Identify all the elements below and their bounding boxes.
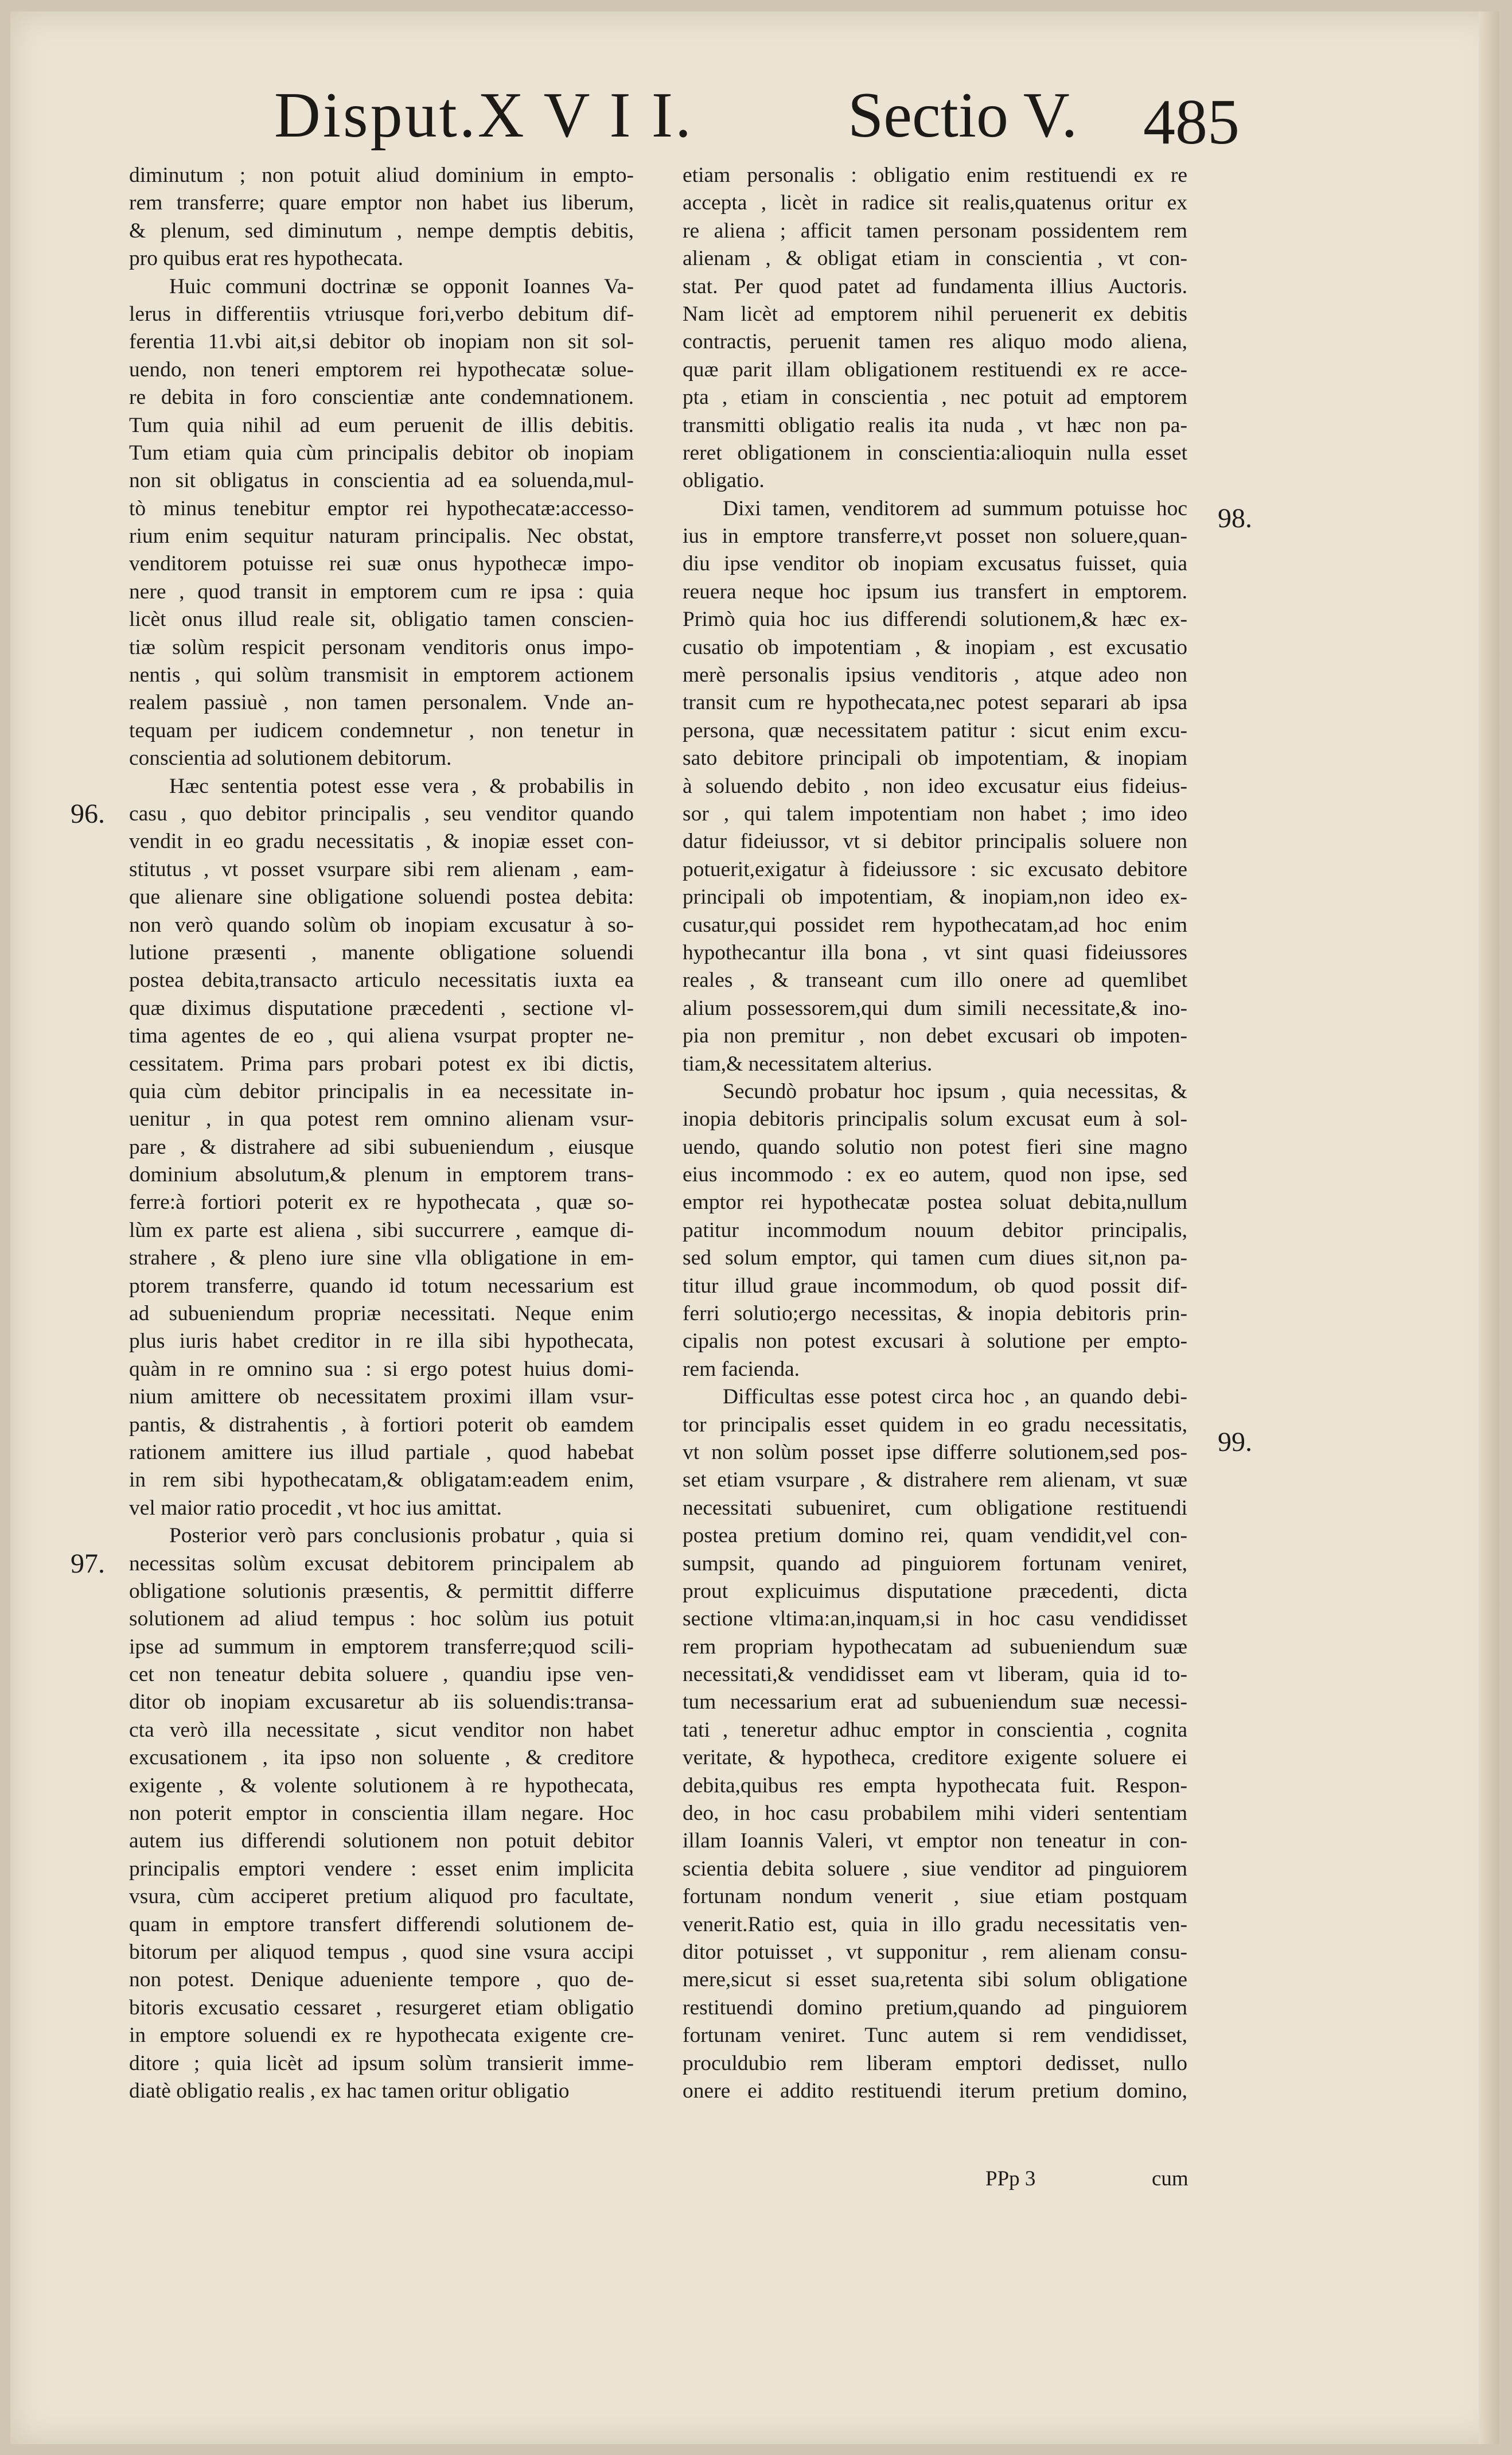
header-disputation: Disput.X V I I. bbox=[274, 80, 694, 151]
text-line: in rem sibi hypothecatam,& obligatam:eadem enim, bbox=[129, 1468, 634, 1492]
text-line: ditor potuisset , vt supponitur , rem alienam consu- bbox=[683, 1940, 1187, 1964]
text-line: venerit.Ratio est, quia in illo gradu necessitatis ven- bbox=[683, 1912, 1187, 1936]
text-line: stat. Per quod patet ad fundamenta illius Auctoris. bbox=[683, 274, 1187, 298]
signature-mark: PPp 3 bbox=[985, 2167, 1036, 2191]
text-line: Tum quia nihil ad eum peruenit de illis debitis. bbox=[129, 413, 634, 437]
text-line: emptor rei hypothecatæ postea soluat debita,nullum bbox=[683, 1190, 1187, 1215]
text-line: Primò quia hoc ius differendi solutionem,& hæc ex- bbox=[683, 608, 1187, 632]
left-column bbox=[129, 162, 634, 2105]
text-line: conscientia ad solutionem debitorum. bbox=[129, 746, 452, 771]
margin-number-98: 98. bbox=[1218, 503, 1252, 534]
text-line: patitur incommodum nouum debitor principalis, bbox=[683, 1218, 1187, 1242]
text-line: postea pretium domino rei, quam vendidit,vel con- bbox=[683, 1524, 1187, 1548]
text-line: prout explicuimus disputatione præcedenti, dicta bbox=[683, 1579, 1187, 1603]
text-line: ipse ad summum in emptorem transferre;quod scili- bbox=[129, 1635, 634, 1659]
text-line: casu , quo debitor principalis , seu venditor quando bbox=[129, 802, 634, 826]
text-line: alienam , & obligat etiam in conscientia , vt con- bbox=[683, 247, 1187, 271]
text-line: non poterit emptor in conscientia illam negare. Hoc bbox=[129, 1802, 634, 1826]
text-line: persona, quæ necessitatem patitur : sicut enim excu- bbox=[683, 718, 1187, 742]
text-line: rem propriam hypothecatam ad subueniendum suæ bbox=[683, 1635, 1187, 1659]
text-line: excusationem , ita ipso non soluente , & creditore bbox=[129, 1746, 634, 1770]
text-line: ditore ; quia licèt ad ipsum solùm transierit imme- bbox=[129, 2051, 634, 2075]
text-line: tum necessarium erat ad subueniendum suæ necessi- bbox=[683, 1690, 1187, 1714]
text-line: alium possessorem,qui dum simili necessitate,& ino- bbox=[683, 996, 1187, 1020]
text-line: sato debitore principali ob impotentiam, & inopiam bbox=[683, 746, 1187, 771]
text-line: stitutus , vt posset vsurpare sibi rem alienam , eam- bbox=[129, 857, 634, 881]
text-line: mere,sicut si esset sua,retenta sibi solum obligatione bbox=[683, 1968, 1187, 1992]
text-line: pta , etiam in conscientia , nec potuit ad emptorem bbox=[683, 386, 1187, 410]
text-line: Tum etiam quia cùm principalis debitor ob inopiam bbox=[129, 441, 634, 465]
text-line: tò minus tenebitur emptor rei hypothecatæ:accesso- bbox=[129, 496, 634, 520]
text-line: ferentia 11.vbi ait,si debitor ob inopiam non sit sol- bbox=[129, 330, 634, 354]
text-line: veritate, & hypotheca, creditore exigente soluere ei bbox=[683, 1746, 1187, 1770]
text-line: Huic communi doctrinæ se opponit Ioannes Va- bbox=[169, 274, 634, 298]
text-line: principali ob impotentiam, & inopiam,non ideo ex- bbox=[683, 885, 1187, 909]
text-line: plus iuris habet creditor in re illa sibi hypothecata, bbox=[129, 1329, 634, 1353]
text-line: principalis emptori vendere : esset enim implicita bbox=[129, 1857, 634, 1881]
text-line: exigente , & volente solutionem à re hypothecata, bbox=[129, 1773, 634, 1798]
text-line: diatè obligatio realis , ex hac tamen oritur obligatio bbox=[129, 2079, 570, 2103]
text-line: strahere , & pleno iure sine vlla obligatione in em- bbox=[129, 1246, 634, 1270]
text-line: diminutum ; non potuit aliud dominium in empto- bbox=[129, 164, 634, 187]
text-line: contractis, peruenit tamen res aliquo modo aliena, bbox=[683, 330, 1187, 354]
text-line: à soluendo debito , non ideo excusatur eius fideius- bbox=[683, 774, 1187, 798]
text-line: re aliena ; afficit tamen personam possidentem rem bbox=[683, 219, 1187, 243]
text-line: pia non premitur , non debet excusari ob impoten- bbox=[683, 1024, 1187, 1048]
text-line: uendo, quando solutio non potest fieri sine magno bbox=[683, 1135, 1187, 1159]
text-line: obligatio. bbox=[683, 469, 765, 493]
text-line: nium amittere ob necessitatem proximi illam vsur- bbox=[129, 1385, 634, 1409]
text-line: tiæ solùm respicit personam venditoris onus impo- bbox=[129, 635, 634, 659]
text-line: onere ei addito restituendi iterum pretium domino, bbox=[683, 2079, 1187, 2103]
text-line: vsura, cùm acciperet pretium aliquod pro facultate, bbox=[129, 1885, 634, 1909]
margin-number-96: 96. bbox=[71, 799, 105, 829]
text-line: vendit in eo gradu necessitatis , & inopiæ esset con- bbox=[129, 830, 634, 854]
text-line: quæ parit illam obligationem restituendi ex re acce- bbox=[683, 357, 1187, 382]
text-line: cta verò illa necessitate , sicut venditor non habet bbox=[129, 1718, 634, 1742]
text-line: lùm ex parte est aliena , sibi succurrere , eamque di- bbox=[129, 1218, 634, 1242]
text-line: Secundò probatur hoc ipsum , quia necessitas, & bbox=[723, 1079, 1187, 1103]
text-line: in emptore soluendi ex re hypothecata exigente cre- bbox=[129, 2024, 634, 2048]
text-line: quæ diximus disputatione præcedenti , sectione vl- bbox=[129, 996, 634, 1020]
text-line: potuerit,exigatur à fideiussore : sic excusato debitore bbox=[683, 857, 1187, 881]
text-line: inopia debitoris principalis solum excusat eum à sol- bbox=[683, 1107, 1187, 1131]
text-line: sectione vltima:an,inquam,si in hoc casu vendidisset bbox=[683, 1607, 1187, 1631]
text-line: cet non teneatur debita soluere , quandiu ipse ven- bbox=[129, 1663, 634, 1687]
text-line: tor principalis esset quidem in eo gradu necessitatis, bbox=[683, 1413, 1187, 1437]
text-line: postea debita,transacto articulo necessitatis iuxta ea bbox=[129, 968, 634, 993]
text-line: ferri solutio;ergo necessitas, & inopia debitoris prin- bbox=[683, 1302, 1187, 1326]
text-line: titur illud graue incommodum, ob quod possit dif- bbox=[683, 1274, 1187, 1298]
text-line: accepta , licèt in radice sit realis,quatenus oritur ex bbox=[683, 191, 1187, 215]
text-line: cessitatem. Prima pars probari potest ex ibi dictis, bbox=[129, 1052, 634, 1076]
text-line: Posterior verò pars conclusionis probatur , quia si bbox=[169, 1524, 634, 1548]
text-line: datur fideiussor, vt si debitor principalis soluere non bbox=[683, 830, 1187, 854]
text-line: pro quibus erat res hypothecata. bbox=[129, 247, 403, 271]
margin-number-97: 97. bbox=[71, 1549, 105, 1579]
text-line: cipalis non potest excusari à solutione per empto- bbox=[683, 1329, 1187, 1353]
text-line: non potest. Denique adueniente tempore , quo de- bbox=[129, 1968, 634, 1992]
text-line: illam Ioannis Valeri, vt emptor non teneatur in con- bbox=[683, 1829, 1187, 1853]
text-line: eius incommodo : ex eo autem, quod non ipse, sed bbox=[683, 1163, 1187, 1187]
text-line: ius in emptore transferre,vt posset non soluere,quan- bbox=[683, 524, 1187, 548]
text-line: Dixi tamen, venditorem ad summum potuisse hoc bbox=[723, 496, 1187, 520]
text-line: reret obligationem in conscientia:alioquin nulla esset bbox=[683, 441, 1187, 465]
text-line: debita,quibus res empta hypothecata fuit. Respon- bbox=[683, 1773, 1187, 1798]
text-line: non sit obligatus in conscientia ad ea soluenda,mul- bbox=[129, 469, 634, 493]
text-line: realem passiuè , non tamen personalem. Vnde an- bbox=[129, 691, 634, 715]
text-line: rationem amittere ius illud partiale , quod habebat bbox=[129, 1440, 634, 1464]
text-line: set etiam vsurpare , & distrahere rem alienam, vt suæ bbox=[683, 1468, 1187, 1492]
text-line: necessitati,& vendidisset eam vt liberam, quia id to- bbox=[683, 1663, 1187, 1687]
text-line: Nam licèt ad emptorem nihil peruenerit ex debitis bbox=[683, 302, 1187, 326]
text-line: reales , & transeant cum illo onere ad quemlibet bbox=[683, 968, 1187, 993]
text-line: scientia debita soluere , siue venditor ad pinguiorem bbox=[683, 1857, 1187, 1881]
text-line: Hæc sententia potest esse vera , & probabilis in bbox=[169, 774, 634, 798]
running-header bbox=[10, 77, 1499, 158]
text-line: ptorem transferre, quando id totum necessarium est bbox=[129, 1274, 634, 1298]
text-line: fortunam nondum venerit , siue etiam postquam bbox=[683, 1885, 1187, 1909]
text-line: rium enim sequitur naturam principalis. Nec obstat, bbox=[129, 524, 634, 548]
text-line: lerus in differentiis vtriusque fori,verbo debitum dif- bbox=[129, 302, 634, 326]
text-line: lutione præsenti , manente obligatione soluendi bbox=[129, 940, 634, 964]
text-line: nentis , qui solùm transmisit in emptorem actionem bbox=[129, 663, 634, 687]
text-line: merè personalis ipsius venditoris , atque adeo non bbox=[683, 663, 1187, 687]
text-line: transmitti obligatio realis ita nuda , vt hæc non pa- bbox=[683, 413, 1187, 437]
text-line: re debita in foro conscientiæ ante condemnationem. bbox=[129, 386, 634, 410]
header-section: Sectio V. bbox=[848, 80, 1078, 151]
text-line: bitorum per aliquod tempus , quod sine vsura accipi bbox=[129, 1940, 634, 1964]
text-line: necessitati subueniret, cum obligatione restituendi bbox=[683, 1496, 1187, 1520]
text-line: hypothecantur illa bona , vt sint quasi fideiussores bbox=[683, 940, 1187, 964]
text-line: reuera neque hoc ipsum ius transfert in emptorem. bbox=[683, 579, 1187, 604]
text-line: cusatur,qui possidet rem hypothecatam,ad hoc enim bbox=[683, 913, 1187, 937]
text-line: tati , teneretur adhuc emptor in conscientia , cognita bbox=[683, 1718, 1187, 1742]
text-line: tequam per iudicem condemnetur , non tenetur in bbox=[129, 718, 634, 742]
text-line: non verò quando solùm ob inopiam excusatur à so- bbox=[129, 913, 634, 937]
text-line: & plenum, sed diminutum , nempe demptis debitis, bbox=[129, 219, 634, 243]
text-line: fortunam veniret. Tunc autem si rem vendidisset, bbox=[683, 2024, 1187, 2048]
text-line: que alienare sine obligatione soluendi postea debita: bbox=[129, 885, 634, 909]
text-line: bitoris excusatio cessaret , resurgeret etiam obligatio bbox=[129, 1995, 634, 2020]
text-line: tiam,& necessitatem alterius. bbox=[683, 1052, 933, 1076]
text-line: venditorem potuisse rei suæ onus hypothecæ impo- bbox=[129, 552, 634, 576]
text-line: deo, in hoc casu probabilem mihi videri sententiam bbox=[683, 1802, 1187, 1826]
text-line: proculdubio rem liberam emptori dedisset, nullo bbox=[683, 2051, 1187, 2075]
text-line: diu ipse venditor ob inopiam excusatus fuisset, quia bbox=[683, 552, 1187, 576]
text-line: nere , quod transit in emptorem cum re ipsa : quia bbox=[129, 579, 634, 604]
text-line: licèt onus illud reale sit, obligatio tamen conscien- bbox=[129, 608, 634, 632]
text-line: vt non solùm posset ipse differre solutionem,sed pos- bbox=[683, 1440, 1187, 1464]
page-edge bbox=[1479, 11, 1499, 2444]
text-line: rem facienda. bbox=[683, 1357, 800, 1381]
book-page bbox=[10, 11, 1499, 2444]
text-line: necessitas solùm excusat debitorem principalem ab bbox=[129, 1551, 634, 1575]
text-line: restituendi domino pretium,quando ad pinguiorem bbox=[683, 1995, 1187, 2020]
text-line: quia cùm debitor principalis in ea necessitate in- bbox=[129, 1079, 634, 1103]
text-line: autem ius differendi solutionem non potuit debitor bbox=[129, 1829, 634, 1853]
text-line: cusatio ob impotentiam , & inopiam , est excusatio bbox=[683, 635, 1187, 659]
text-line: sor , qui talem impotentiam non habet ; imo ideo bbox=[683, 802, 1187, 826]
text-line: tima agentes de eo , qui aliena vsurpat propter ne- bbox=[129, 1024, 634, 1048]
page-number: 485 bbox=[1143, 87, 1240, 158]
text-line: pantis, & distrahentis , à fortiori poterit ob eamdem bbox=[129, 1413, 634, 1437]
text-line: quàm in re omnino sua : si ergo potest huius domi- bbox=[129, 1357, 634, 1381]
text-line: ditor ob inopiam excusaretur ab iis soluendis:transa- bbox=[129, 1690, 634, 1714]
text-line: sumpsit, quando ad pinguiorem fortunam veniret, bbox=[683, 1551, 1187, 1575]
text-line: dominium absolutum,& plenum in emptorem trans- bbox=[129, 1163, 634, 1187]
catchword: cum bbox=[1152, 2167, 1188, 2191]
text-line: ferre:à fortiori poterit ex re hypothecata , quæ so- bbox=[129, 1190, 634, 1215]
margin-number-99: 99. bbox=[1218, 1427, 1252, 1457]
text-line: transit cum re hypothecata,nec potest separari ab ipsa bbox=[683, 691, 1187, 715]
text-line: quam in emptore transfert differendi solutionem de- bbox=[129, 1912, 634, 1936]
text-line: rem transferre; quare emptor non habet ius liberum, bbox=[129, 191, 634, 215]
text-line: obligatione solutionis præsentis, & permittit differre bbox=[129, 1579, 634, 1603]
text-line: vel maior ratio procedit , vt hoc ius amittat. bbox=[129, 1496, 502, 1520]
text-line: ad subueniendum propriæ necessitati. Neque enim bbox=[129, 1302, 634, 1326]
text-line: solutionem ad aliud tempus : hoc solùm ius potuit bbox=[129, 1607, 634, 1631]
text-line: Difficultas esse potest circa hoc , an quando debi- bbox=[723, 1385, 1187, 1409]
right-column bbox=[683, 162, 1187, 2105]
text-line: uenitur , in qua potest rem omnino alienam vsur- bbox=[129, 1107, 634, 1131]
text-line: sed solum emptor, qui tamen cum diues sit,non pa- bbox=[683, 1246, 1187, 1270]
text-line: etiam personalis : obligatio enim restituendi ex re bbox=[683, 164, 1187, 187]
text-line: pare , & distrahere ad sibi subueniendum , eiusque bbox=[129, 1135, 634, 1159]
text-line: uendo, non teneri emptorem rei hypothecatæ solue- bbox=[129, 357, 634, 382]
